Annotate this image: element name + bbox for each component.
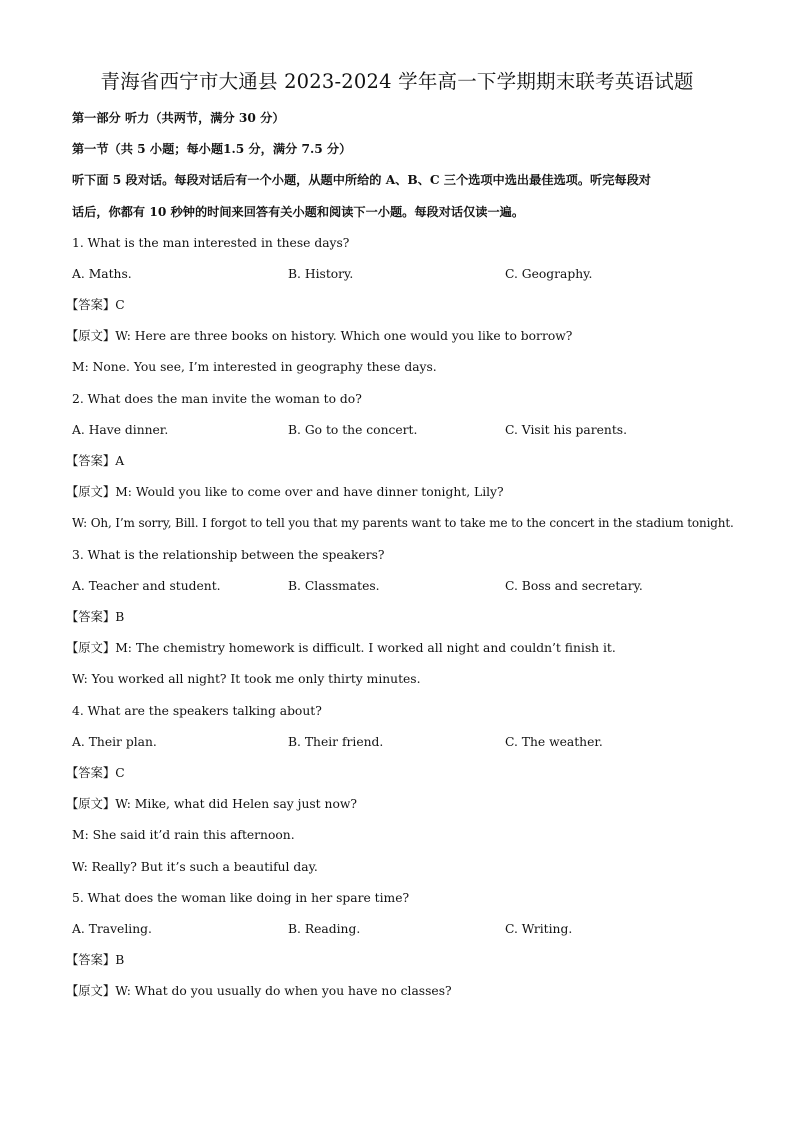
options-row	[72, 578, 772, 594]
transcript-line: 【原文】W: What do you usually do when you have no classes?	[66, 984, 452, 998]
answer-line: 【答案】C	[66, 298, 125, 312]
section-heading: 第一节（共 5 小题；每小题1.5 分，满分 7.5 分）	[72, 142, 352, 156]
option-b: B. Classmates.	[288, 579, 380, 593]
instruction-line-2: 话后，你都有 10 秒钟的时间来回答有关小题和阅读下一小题。每段对话仅读一遍。	[72, 205, 525, 219]
option-c: C. Boss and secretary.	[505, 579, 643, 593]
option-a: A. Traveling.	[72, 922, 152, 936]
question-text: 3. What is the relationship between the speakers?	[72, 548, 385, 562]
question-text: 5. What does the woman like doing in her spare time?	[72, 891, 410, 905]
transcript-line: M: She said it’d rain this afternoon.	[72, 828, 295, 842]
option-a: A. Have dinner.	[72, 423, 169, 437]
transcript-line: 【原文】W: Mike, what did Helen say just now?	[66, 797, 357, 811]
option-b: B. Their friend.	[288, 735, 384, 749]
answer-line: 【答案】B	[66, 953, 125, 967]
transcript-line: 【原文】M: Would you like to come over and have dinner tonight, Lily?	[66, 485, 504, 499]
answer-line: 【答案】C	[66, 766, 125, 780]
option-a: A. Teacher and student.	[72, 579, 221, 593]
transcript-line: W: You worked all night? It took me only thirty minutes.	[72, 672, 421, 686]
answer-line: 【答案】A	[66, 454, 125, 468]
option-b: B. Go to the concert.	[288, 423, 418, 437]
option-b: B. Reading.	[288, 922, 361, 936]
option-c: C. Geography.	[505, 267, 593, 281]
page-title: 青海省西宁市大通县 2023-2024 学年高一下学期期末联考英语试题	[100, 70, 694, 93]
question-text: 4. What are the speakers talking about?	[72, 704, 322, 718]
option-b: B. History.	[288, 267, 354, 281]
question-text: 2. What does the man invite the woman to do?	[72, 392, 362, 406]
part-heading: 第一部分 听力（共两节，满分 30 分）	[72, 111, 285, 125]
option-c: C. The weather.	[505, 735, 603, 749]
transcript-line: M: None. You see, I’m interested in geography these days.	[72, 360, 437, 374]
transcript-line: 【原文】M: The chemistry homework is difficult. I worked all night and couldn’t finish it.	[66, 641, 616, 655]
option-a: A. Their plan.	[72, 735, 157, 749]
options-row	[72, 422, 772, 438]
options-row	[72, 266, 772, 282]
transcript-line: W: Really? But it’s such a beautiful day.	[72, 860, 318, 874]
option-c: C. Visit his parents.	[505, 423, 627, 437]
option-a: A. Maths.	[72, 267, 132, 281]
question-text: 1. What is the man interested in these days?	[72, 236, 350, 250]
transcript-line: 【原文】W: Here are three books on history. Which one would you like to borrow?	[66, 329, 573, 343]
instruction-line-1: 听下面 5 段对话。每段对话后有一个小题，从题中所给的 A、B、C 三个选项中选出最佳选项。听完每段对	[72, 173, 651, 187]
options-row	[72, 921, 772, 937]
answer-line: 【答案】B	[66, 610, 125, 624]
transcript-line: W: Oh, I’m sorry, Bill. I forgot to tell you that my parents want to take me to the concert in the stadium tonight.	[72, 516, 734, 530]
options-row	[72, 734, 772, 750]
option-c: C. Writing.	[505, 922, 573, 936]
